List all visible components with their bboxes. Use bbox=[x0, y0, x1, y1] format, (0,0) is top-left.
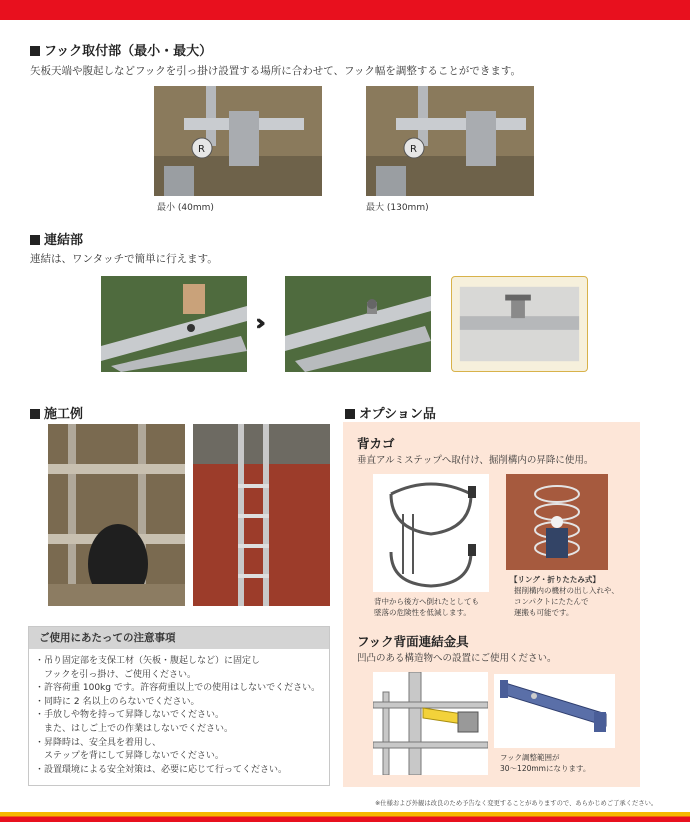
connection-section-description: 連結は、ワンタッチで簡単に行えます。 bbox=[30, 253, 218, 265]
next-step-arrow-icon: ››› bbox=[255, 311, 259, 336]
notice-line: ・同時に 2 名以上のらないでください。 bbox=[35, 696, 200, 707]
example-photo-1 bbox=[48, 424, 185, 606]
option-section-heading bbox=[345, 403, 436, 422]
cage-description: 垂直アルミステップへ取付け、掘削構内の昇降に使用。 bbox=[357, 455, 594, 466]
bottom-accent-bar bbox=[0, 812, 690, 822]
hook-back-title: フック背面連結金具 bbox=[357, 634, 469, 649]
notice-line: ・設置環境による安全対策は、必要に応じて行ってください。 bbox=[35, 764, 288, 775]
connection-photo-after bbox=[285, 276, 431, 372]
hook-section-heading bbox=[30, 40, 212, 59]
top-accent-bar bbox=[0, 0, 690, 20]
notice-list bbox=[29, 649, 329, 777]
connection-heading-text: 連結部 bbox=[44, 233, 84, 248]
example-heading-text: 施工例 bbox=[44, 407, 84, 422]
ring-line2: コンパクトにたたんで bbox=[514, 597, 589, 606]
hook-back-description: 凹凸のある構造物への設置にご使用ください。 bbox=[357, 653, 557, 664]
hook-section-description: 矢板天端や腹起しなどフックを引っ掛け設置する場所に合わせて、フック幅を調整することができます。 bbox=[30, 65, 521, 77]
heading-square-icon bbox=[30, 409, 40, 419]
hook-range-line1: フック調整範囲が bbox=[500, 753, 560, 762]
ring-line3: 運搬も可能です。 bbox=[514, 608, 574, 617]
example-photo-2 bbox=[193, 424, 330, 606]
notice-line: ・許容荷重 100kg です。許容荷重以上での使用はしないでください。 bbox=[35, 683, 321, 694]
notice-line: フックを引っ掛け、ご使用ください。 bbox=[35, 669, 197, 680]
heading-square-icon bbox=[30, 235, 40, 245]
example-section-heading bbox=[30, 403, 83, 422]
cage-drawing bbox=[373, 474, 489, 592]
ring-line1: 掘削構内の機材の出し入れや、 bbox=[514, 586, 619, 595]
ring-title: 【リング・折りたたみ式】 bbox=[510, 575, 600, 584]
cage-title: 背カゴ bbox=[357, 436, 395, 451]
cage-note-line2: 墜落の危険性を低減します。 bbox=[374, 608, 471, 617]
hook-max-photo bbox=[366, 86, 534, 196]
footnote: ※仕様および外観は改良のため予告なく変更することがありますので、あらかじめご了承ください。 bbox=[375, 800, 658, 807]
heading-square-icon bbox=[30, 46, 40, 56]
svg-text:R: R bbox=[198, 144, 205, 155]
usage-notice-box bbox=[28, 626, 330, 786]
notice-line: ・昇降時は、安全具を着用し、 bbox=[35, 737, 162, 748]
connection-detail-photo bbox=[451, 276, 588, 372]
hook-min-caption: 最小 (40mm) bbox=[157, 203, 214, 213]
ring-cage-photo bbox=[506, 474, 608, 570]
svg-text:R: R bbox=[410, 144, 417, 155]
notice-line: ・手放しや物を持って昇降しないでください。 bbox=[35, 710, 225, 721]
hook-heading-text: フック取付部（最小・最大） bbox=[44, 44, 213, 59]
hook-range-line2: 30〜120mmになります。 bbox=[500, 764, 591, 773]
notice-line: ・吊り固定部を支保工材（矢板・腹起しなど）に固定し bbox=[35, 656, 261, 666]
notice-line: ステップを背にして昇降しないでください。 bbox=[35, 751, 224, 762]
hook-back-bracket-drawing bbox=[494, 674, 615, 748]
option-heading-text: オプション品 bbox=[359, 407, 436, 422]
hook-back-diagram bbox=[373, 672, 488, 775]
notice-line: また、はしご上での作業はしないでください。 bbox=[35, 723, 234, 734]
hook-max-caption: 最大 (130mm) bbox=[366, 203, 429, 213]
connection-photo-before bbox=[101, 276, 247, 372]
connection-section-heading bbox=[30, 229, 83, 248]
heading-square-icon bbox=[345, 409, 355, 419]
notice-title: ご使用にあたっての注意事項 bbox=[29, 627, 329, 649]
hook-min-photo bbox=[154, 86, 322, 196]
cage-note-line1: 背中から後方へ倒れたとしても bbox=[374, 597, 479, 606]
